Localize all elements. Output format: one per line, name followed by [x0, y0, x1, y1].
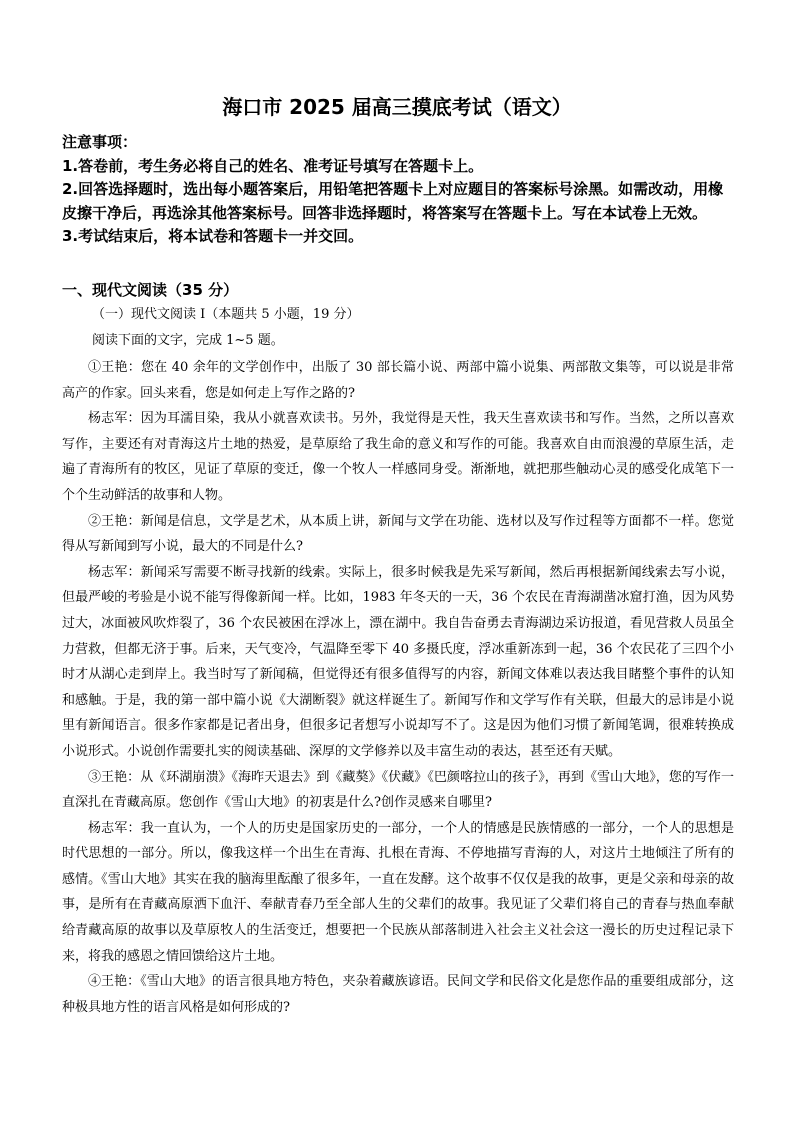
exam-title: 海口市 2025 届高三摸底考试（语文）: [222, 95, 572, 119]
question-paragraph: ④王艳：《雪山大地》的语言很具地方特色，夹杂着藏族谚语。民间文学和民俗文化是您作品的重要组成部分，这种极具地方性的语言风格是如何形成的?: [62, 974, 734, 1015]
reading-instruction: 阅读下面的文字，完成 1~5 题。: [92, 333, 284, 348]
notice-item: 3.考试结束后，将本试卷和答题卡一并交回。: [62, 227, 364, 246]
subsection-heading: （一）现代文阅读 Ⅰ（本题共 5 小题，19 分）: [92, 307, 360, 322]
notice-heading: 注意事项：: [62, 133, 138, 151]
answer-paragraph: 杨志军：新闻采写需要不断寻找新的线索。实际上，很多时候我是先采写新闻，然后再根据新闻线索去写小说，但最严峻的考验是小说不能写得像新闻一样。比如，1983 年冬天的一天，36 个农民在青海湖凿冰窟打渔，因为风势过大，冰面被风吹炸裂了，36 个农民被困在浮冰上，漂在湖中。我自告奋勇去青海湖边采访报道，看见营救人员虽全力营救，但都无济于事。后来，天气变冷，气温降至零下 40 多摄氏度，浮冰重新冻到一起，36 个农民花了三四个小时才从湖心走到岸上。我当时写了新闻稿，但觉得还有很多值得写的内容，新闻文体难以表达我目睹整个事件的认知和感触。于是，我的第一部中篇小说《大湖断裂》就这样诞生了。新闻写作和文学写作有关联，但最大的忌讳是小说里有新闻语言。很多作家都是记者出身，但很多记者想写小说却写不了。这是因为他们习惯了新闻笔调，很难转换成小说形式。小说创作需要扎实的阅读基础、深厚的文学修养以及丰富生动的表达，甚至还有天赋。: [62, 564, 734, 759]
answer-paragraph: 杨志军：我一直认为，一个人的历史是国家历史的一部分，一个人的情感是民族情感的一部分，一个人的思想是时代思想的一部分。所以，像我这样一个出生在青海、扎根在青海、不停地描写青海的人，对这片土地倾注了所有的感情。《雪山大地》其实在我的脑海里酝酿了很多年，一直在发酵。这个故事不仅仅是我的故事，更是父亲和母亲的故事，是所有在青藏高原洒下血汗、奉献青春乃至全部人生的父辈们的故事。我见证了父辈们将自己的青春与热血奉献给青藏高原的故事以及草原牧人的生活变迁，想要把一个民族从部落制进入社会主义社会这一漫长的历史过程记录下来，将我的感恩之情回馈给这片土地。: [62, 820, 734, 964]
section-heading: 一、现代文阅读（35 分）: [62, 281, 239, 299]
notice-block: [62, 131, 734, 249]
question-paragraph: ②王艳：新闻是信息，文学是艺术，从本质上讲，新闻与文学在功能、选材以及写作过程等方面都不一样。您觉得从写新闻到写小说，最大的不同是什么?: [62, 513, 734, 555]
question-paragraph: ③王艳：从《环湖崩溃》《海昨天退去》到《藏獒》《伏藏》《巴颜喀拉山的孩子》，再到《雪山大地》，您的写作一直深扎在青藏高原。您创作《雪山大地》的初衷是什么?创作灵感来自哪里?: [62, 769, 734, 811]
notice-item: 1.答卷前，考生务必将自己的姓名、准考证号填写在答题卡上。: [62, 156, 484, 175]
answer-paragraph: 杨志军：因为耳濡目染，我从小就喜欢读书。另外，我觉得是天性，我天生喜欢读书和写作。当然，之所以喜欢写作，主要还有对青海这片土地的热爱，是草原给了我生命的意义和写作的可能。我喜欢自由而浪漫的草原生活，走遍了青海所有的牧区，见证了草原的变迁，像一个牧人一样感同身受。渐渐地，就把那些触动心灵的感受化成笔下一个个生动鲜活的故事和人物。: [62, 411, 734, 503]
interview-text: [62, 355, 734, 1020]
question-paragraph: ①王艳：您在 40 余年的文学创作中，出版了 30 部长篇小说、两部中篇小说集、两部散文集等，可以说是非常高产的作家。回头来看，您是如何走上写作之路的?: [62, 360, 734, 401]
notice-item: 2.回答选择题时，选出每小题答案后，用铅笔把答题卡上对应题目的答案标号涂黑。如需改动，用橡皮擦干净后，再选涂其他答案标号。回答非选择题时，将答案写在答题卡上。写在本试卷上无效。: [62, 180, 724, 222]
